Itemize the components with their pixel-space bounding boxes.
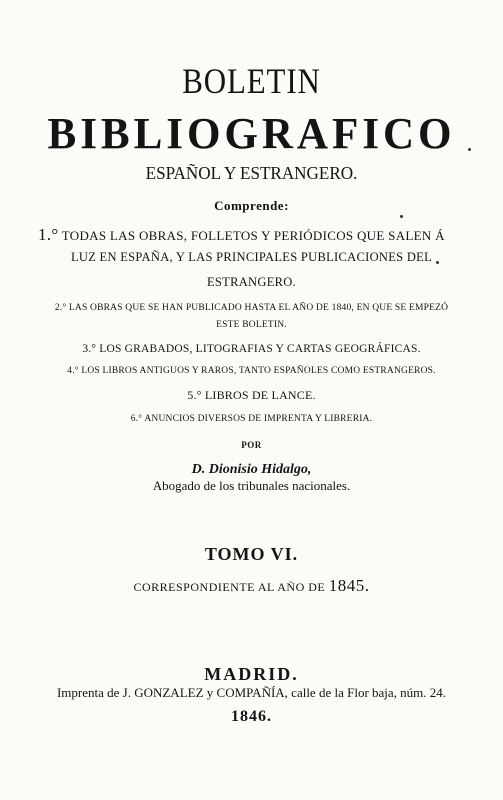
item-6: 6.° ANUNCIOS DIVERSOS DE IMPRENTA Y LIBRERIA. bbox=[130, 414, 373, 424]
item-2-line-2: ESTE BOLETIN. bbox=[216, 320, 287, 330]
correspondence-text: CORRESPONDIENTE AL AÑO DE bbox=[133, 580, 326, 594]
title-line-boletin: BOLETIN bbox=[182, 61, 321, 101]
comprende-heading: Comprende: bbox=[214, 198, 289, 213]
item-4: 4.° LOS LIBROS ANTIGUOS Y RAROS, TANTO ESPAÑOLES COMO ESTRANGEROS. bbox=[67, 366, 436, 376]
print-speck bbox=[436, 261, 439, 264]
print-speck bbox=[468, 148, 471, 151]
item-1-line-1 bbox=[38, 225, 445, 245]
imprint-year: 1846. bbox=[231, 708, 272, 725]
item-1-line-3: ESTRANGERO. bbox=[206, 275, 297, 289]
volume-label: TOMO VI. bbox=[204, 544, 299, 564]
title-line-bibliografico: BIBLIOGRAFICO bbox=[47, 109, 456, 158]
title-subtitle: ESPAÑOL Y ESTRANGERO. bbox=[145, 163, 358, 183]
print-speck bbox=[400, 215, 403, 218]
item-3: 3.° LOS GRABADOS, LITOGRAFIAS Y CARTAS GEOGRÁFICAS. bbox=[82, 343, 421, 355]
author-name: D. Dionisio Hidalgo, bbox=[191, 462, 312, 477]
item-2-line-1: 2.° LAS OBRAS QUE SE HAN PUBLICADO HASTA EL AÑO DE 1840, EN QUE SE EMPEZÓ bbox=[54, 303, 449, 313]
item-1-line-2: LUZ EN ESPAÑA, Y LAS PRINCIPALES PUBLICACIONES DEL bbox=[70, 250, 433, 264]
item-5: 5.° LIBROS DE LANCE. bbox=[187, 388, 316, 402]
item-1-number: 1.° bbox=[38, 225, 59, 244]
por-label: POR bbox=[241, 440, 262, 450]
correspondence-year: 1845. bbox=[328, 576, 370, 595]
imprint-city: MADRID. bbox=[204, 664, 299, 684]
author-role: Abogado de los tribunales nacionales. bbox=[152, 478, 351, 493]
imprint-printer: Imprenta de J. GONZALEZ y COMPAÑÍA, calle de la Flor baja, núm. 24. bbox=[56, 685, 447, 700]
volume-correspondence bbox=[0, 576, 503, 596]
item-1-text: TODAS LAS OBRAS, FOLLETOS Y PERIÓDICOS QUE SALEN Á bbox=[61, 228, 445, 243]
